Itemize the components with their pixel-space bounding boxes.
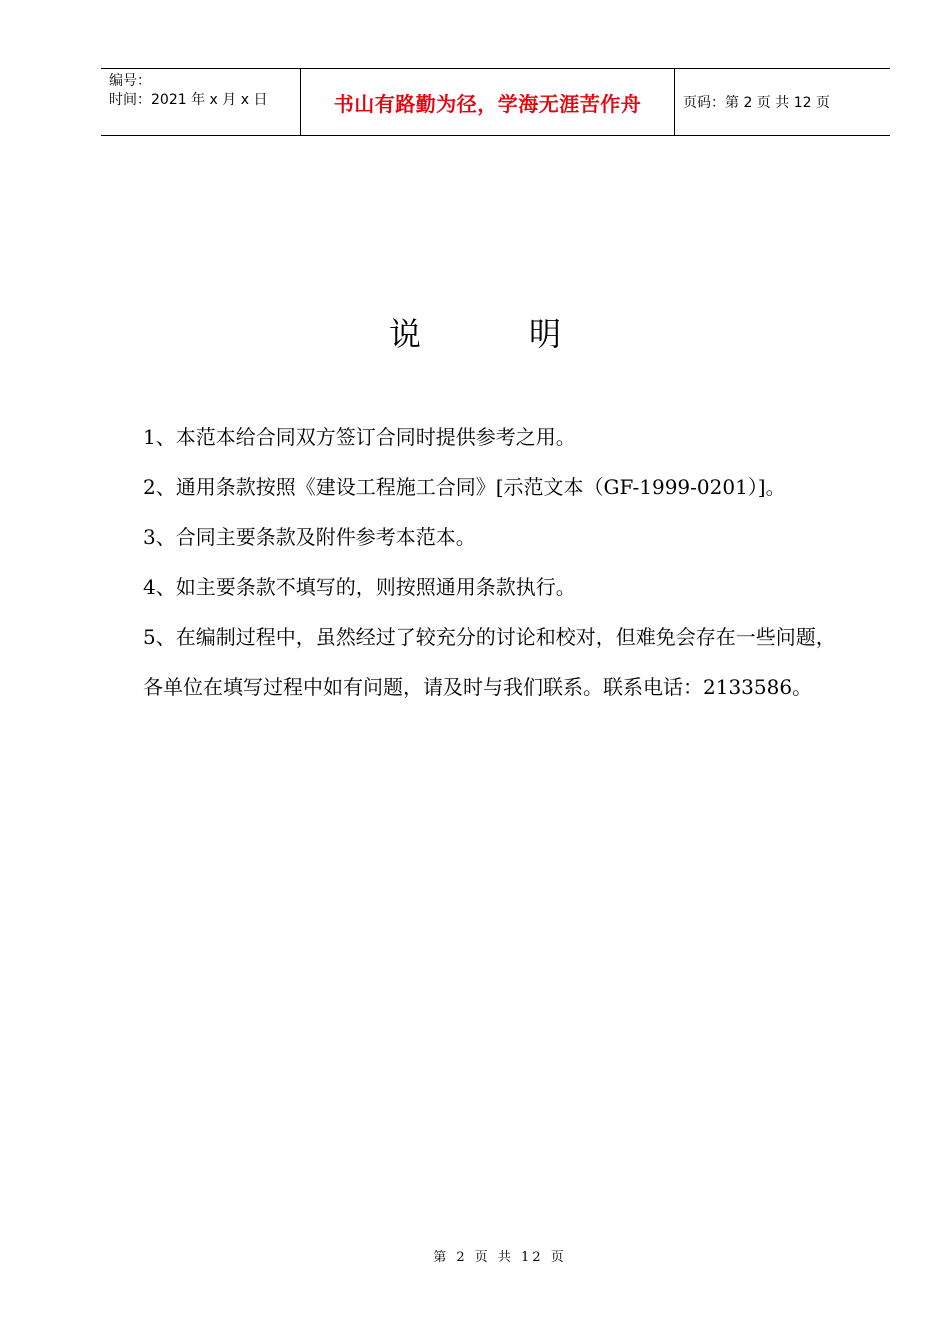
page-header (101, 68, 890, 136)
page-footer: 第 2 页 共 12 页 (433, 1250, 567, 1265)
page-title (0, 312, 950, 356)
header-page-cell (675, 69, 890, 135)
instruction-item-4: 4、如主要条款不填写的，则按照通用条款执行。 (143, 575, 576, 599)
header-motto-cell (301, 69, 675, 135)
instruction-item-5: 5、在编制过程中，虽然经过了较充分的讨论和校对，但难免会存在一些问题，各单位在填写过程中如有问题，请及时与我们联系。联系电话：2133586。 (143, 625, 836, 699)
instruction-item-1: 1、本范本给合同双方签订合同时提供参考之用。 (143, 425, 576, 449)
document-date: 时间：2021 年 x 月 x 日 (109, 92, 268, 108)
page-title-char-2: 明 (529, 315, 562, 353)
instruction-item-3: 3、合同主要条款及附件参考本范本。 (143, 525, 476, 549)
page-title-char-1: 说 (388, 315, 421, 353)
document-number-label: 编号： (109, 73, 151, 89)
header-motto: 书山有路勤为径，学海无涯苦作舟 (333, 91, 642, 116)
header-page-info: 页码：第 2 页 共 12 页 (683, 95, 830, 111)
instructions-body (143, 412, 853, 712)
instruction-item-2: 2、通用条款按照《建设工程施工合同》[示范文本（GF-1999-0201）]。 (143, 475, 786, 499)
header-meta-cell (101, 69, 301, 135)
